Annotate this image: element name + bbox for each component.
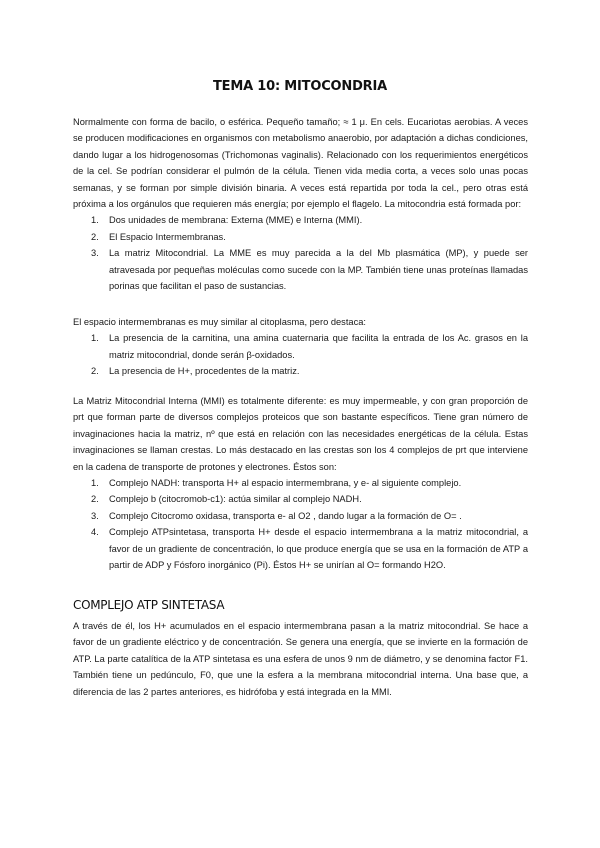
complexes-list (73, 475, 528, 573)
structure-list (73, 212, 528, 294)
intermembrane-section (73, 314, 528, 380)
list-item: 4. Complejo ATPsintetasa, transporta H+ desde el espacio intermembrana a la matriz mitocondrial, a favor de un gradiente de concentración, lo que produce energía que se usa en la formación de ATP a partir de ADP y Fósforo inorgánico (Pi). Éstos H+ se unirían al O= formando H2O. (91, 527, 528, 571)
intro-section (73, 114, 528, 294)
document-title: TEMA 10: MITOCONDRIA (213, 79, 387, 94)
list-item: 2. La presencia de H+, procedentes de la matriz. (91, 366, 300, 377)
list-item: 1. Complejo NADH: transporta H+ al espacio intermembrana, y e- al siguiente complejo. (91, 478, 462, 489)
inner-membrane-paragraph: La Matriz Mitocondrial Interna (MMI) es totalmente diferente: es muy impermeable, y con gran proporción de prt que forman parte de diversos complejos proteicos que son bastante específicos. Tiene gran número de invaginaciones hacia la matriz, nº que está en relación con las necesidades energéticas de la célula. Estas invaginaciones se llaman crestas. Lo más destacado en las crestas son los 4 complejos de prt que interviene en la cadena de transporte de protones y electrones. Éstos son: (73, 396, 528, 472)
list-item: 2. Complejo b (citocromob-c1): actúa similar al complejo NADH. (91, 494, 362, 505)
inner-membrane-section (73, 393, 528, 573)
intro-paragraph: Normalmente con forma de bacilo, o esférica. Pequeño tamaño; ≈ 1 μ. En cels. Eucariotas aerobias. A veces se producen modificaciones en organismos con metabolismo anaerobio, por adaptación a dichas condiciones, dando lugar a los hidrogenosomas (Trichomonas vaginalis). Relacionado con los requerimientos energéticos de la cel. Se podrían considerar el pulmón de la célula. Tienen vida media corta, a veces solo unas pocas semanas, y se forman por simple división binaria. A veces está repartida por toda la cel., pero otras está próxima a los orgánulos que requieren más energía; por ejemplo el flagelo. La mitocondria está formada por: (73, 117, 528, 210)
list-item: 3. Complejo Citocromo oxidasa, transporta e- al O2 , dando lugar a la formación de O= . (91, 510, 462, 521)
list-item: 1. La presencia de la carnitina, una amina cuaternaria que facilita la entrada de los Ac. grasos en la matriz mitocondrial, donde serán β-oxidados. (91, 333, 528, 360)
atp-synthase-paragraph: A través de él, los H+ acumulados en el espacio intermembrana pasan a la matriz mitocondrial. Se hace a favor de un gradiente eléctrico y de concentración. Se genera una energía, que se invierte en la formación de ATP. La parte catalítica de la ATP sintetasa es una esfera de unos 9 nm de diámetro, y se denomina factor F1. También tiene un pedúnculo, F0, que une la esfera a la membrana mitocondrial interna. Una base que, a diferencia de las 2 partes anteriores, es hidrófoba y está integrada en la MMI. (73, 621, 528, 697)
intermembrane-paragraph: El espacio intermembranas es muy similar al citoplasma, pero destaca: (73, 317, 366, 327)
list-item: 3. La matriz Mitocondrial. La MME es muy parecida a la del Mb plasmática (MP), y puede ser atravesada por pequeñas moléculas como sucede con la MP. También tiene unas proteínas llamadas porinas que facilitan el paso de sustancias. (91, 248, 528, 292)
list-item: 2. El Espacio Intermembranas. (91, 231, 226, 242)
intermembrane-list (73, 330, 528, 379)
atp-synthase-section (73, 618, 528, 700)
section-heading: COMPLEJO ATP SINTETASA (73, 598, 225, 612)
list-item: 1. Dos unidades de membrana: Externa (MME) e Interna (MMI). (91, 215, 363, 226)
